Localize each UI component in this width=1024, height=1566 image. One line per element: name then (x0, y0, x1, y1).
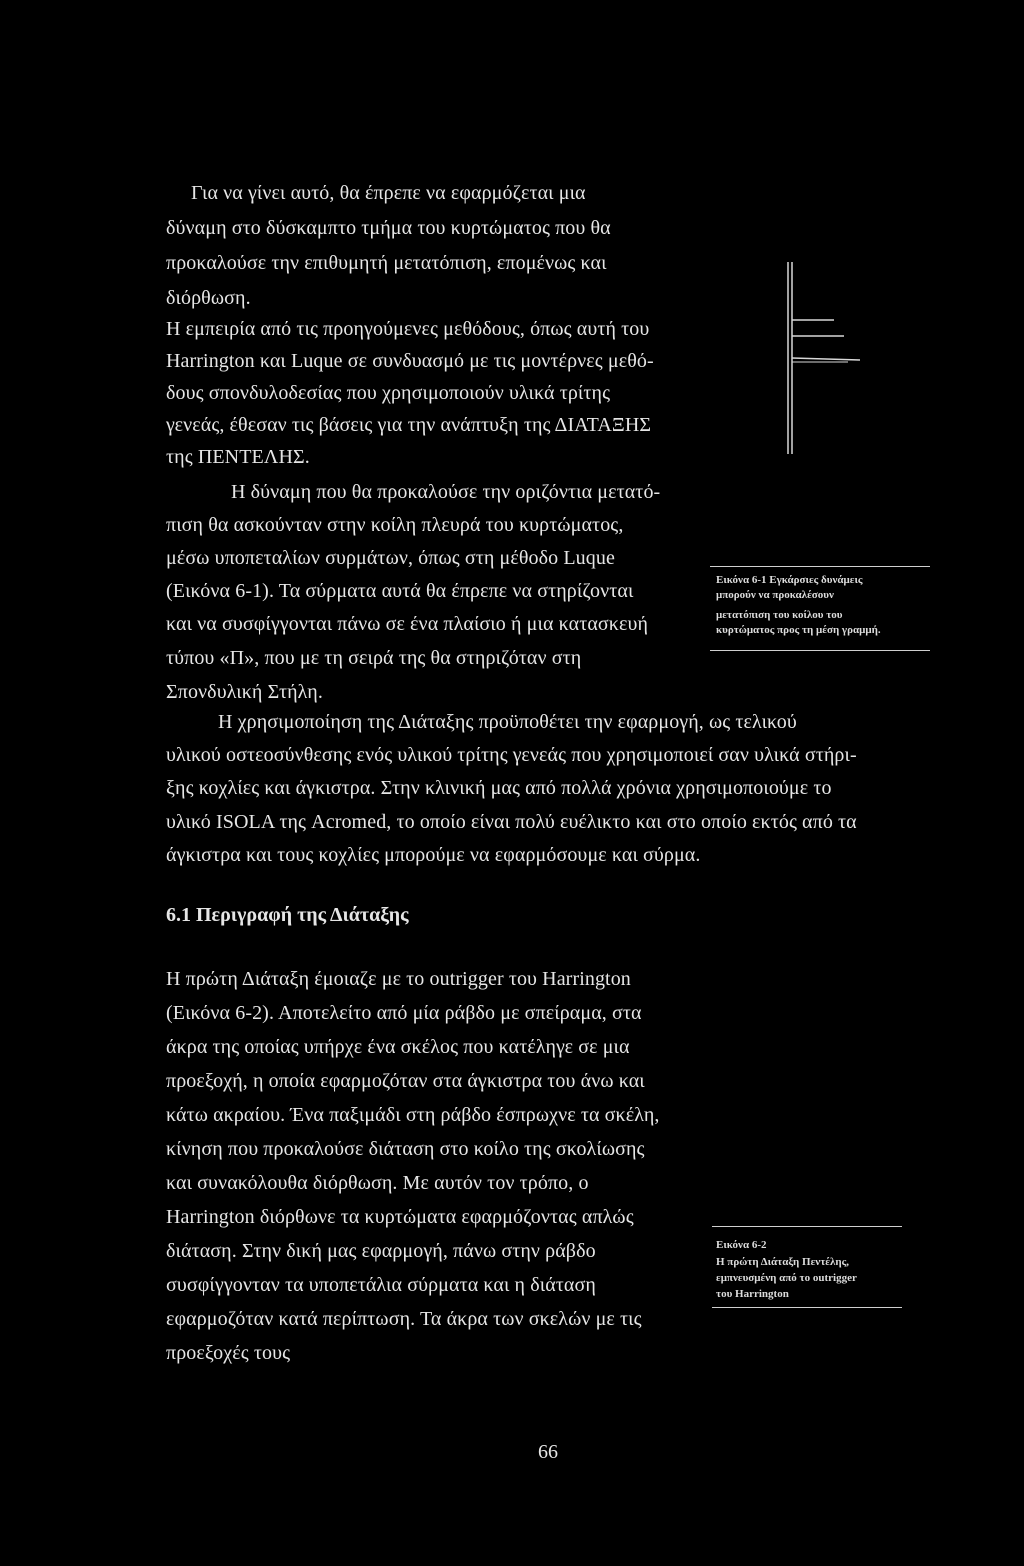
figure-6-2-caption-line: Η πρώτη Διάταξη Πεντέλης, (716, 1256, 850, 1268)
body-text-line: υλικού οστεοσύνθεσης ενός υλικού τρίτης γενεάς που χρησιμοποιεί σαν υλικά στήρι- (166, 744, 857, 766)
body-text-line: τύπου «Π», που με τη σειρά της θα στηριζόταν στη (166, 647, 582, 669)
body-text-line: ξης κοχλίες και άγκιστρα. Στην κλινική μας από πολλά χρόνια χρησιμοποιούμε το (166, 777, 832, 799)
body-text-line: συσφίγγονταν τα υποπετάλια σύρματα και η διάταση (166, 1274, 596, 1296)
caption-rule-bottom (712, 1307, 902, 1308)
body-text-line: Η δύναμη που θα προκαλούσε την οριζόντια μετατό- (231, 481, 661, 503)
body-text-line: εφαρμοζόταν κατά περίπτωση. Τα άκρα των σκελών με τις (166, 1308, 642, 1330)
body-text-line: Σπονδυλική Στήλη. (166, 681, 323, 703)
body-text-line: Η χρησιμοποίηση της Διάταξης προϋποθέτει την εφαρμογή, ως τελικού (218, 711, 797, 733)
body-text-line: προεξοχές τους (166, 1342, 291, 1364)
body-text-line: γενεάς, έθεσαν τις βάσεις για την ανάπτυξη της ΔΙΑΤΑΞΗΣ (166, 414, 652, 436)
body-text-line: δύναμη στο δύσκαμπτο τμήμα του κυρτώματος που θα (166, 217, 611, 239)
body-text-line: Η εμπειρία από τις προηγούμενες μεθόδους, όπως αυτή του (166, 318, 650, 340)
body-text-line: προεξοχή, η οποία εφαρμοζόταν στα άγκιστρα του άνω και (166, 1070, 645, 1092)
body-text-line: μέσω υποπεταλίων συρμάτων, όπως στη μέθοδο Luque (166, 547, 615, 569)
figure-6-1-caption-line: μπορούν να προκαλέσουν (716, 589, 834, 601)
body-text-line: κίνηση που προκαλούσε διάταση στο κοίλο της σκολίωσης (166, 1138, 645, 1160)
body-text-line: Για να γίνει αυτό, θα έπρεπε να εφαρμόζεται μια (191, 182, 586, 204)
body-text-line: της ΠΕΝΤΕΛΗΣ. (166, 446, 310, 468)
body-text-line: κάτω ακραίου. Ένα παξιμάδι στη ράβδο έσπρωχνε τα σκέλη, (166, 1104, 660, 1126)
figure-6-1-caption-line: μετατόπιση του κοίλου του (716, 609, 843, 621)
figure-6-1-caption-line: κυρτώματος προς τη μέση γραμμή. (716, 624, 881, 636)
body-text-line: υλικό ISOLA της Acromed, το οποίο είναι πολύ ευέλικτο και στο οποίο εκτός από τα (166, 811, 857, 833)
body-text-line: Harrington διόρθωνε τα κυρτώματα εφαρμόζοντας απλώς (166, 1206, 634, 1228)
body-text-line: διάταση. Στην δική μας εφαρμογή, πάνω στην ράβδο (166, 1240, 596, 1262)
body-text-line: προκαλούσε την επιθυμητή μετατόπιση, επομένως και (166, 252, 607, 274)
figure-6-2-caption-line: του Harrington (716, 1288, 789, 1300)
caption-rule-top (710, 566, 930, 567)
body-text-line: και συνακόλουθα διόρθωση. Με αυτόν τον τρόπο, ο (166, 1172, 589, 1194)
figure-6-1-caption-line: Εικόνα 6-1 Εγκάρσιες δυνάμεις (716, 574, 863, 586)
body-text-line: (Εικόνα 6-2). Αποτελείτο από μία ράβδο με σπείραμα, στα (166, 1002, 642, 1024)
body-text-line: άκρα της οποίας υπήρχε ένα σκέλος που κατέληγε σε μια (166, 1036, 630, 1058)
body-text-line: Harrington και Luque σε συνδυασμό με τις μοντέρνες μεθό- (166, 350, 654, 372)
caption-rule-top (712, 1226, 902, 1227)
figure-6-2-caption-line: Εικόνα 6-2 (716, 1239, 767, 1251)
body-text-line: διόρθωση. (166, 287, 251, 309)
body-text-line: άγκιστρα και τους κοχλίες μπορούμε να εφαρμόσουμε και σύρμα. (166, 844, 701, 866)
body-text-line: (Εικόνα 6-1). Τα σύρματα αυτά θα έπρεπε να στηρίζονται (166, 580, 634, 602)
caption-rule-bottom (710, 650, 930, 651)
figure-6-1-drawing (782, 262, 872, 462)
body-text-line: και να συσφίγγονται πάνω σε ένα πλαίσιο ή μια κατασκευή (166, 613, 649, 635)
body-text-line: πιση θα ασκούνταν στην κοίλη πλευρά του κυρτώματος, (166, 514, 624, 536)
page-number: 66 (538, 1441, 558, 1463)
body-text-line: δους σπονδυλοδεσίας που χρησιμοποιούν υλικά τρίτης (166, 382, 611, 404)
section-heading: 6.1 Περιγραφή της Διάταξης (166, 904, 409, 926)
body-text-line: Η πρώτη Διάταξη έμοιαζε με το outrigger του Harrington (166, 968, 631, 990)
figure-6-2-caption-line: εμπνευσμένη από το outrigger (716, 1272, 857, 1284)
